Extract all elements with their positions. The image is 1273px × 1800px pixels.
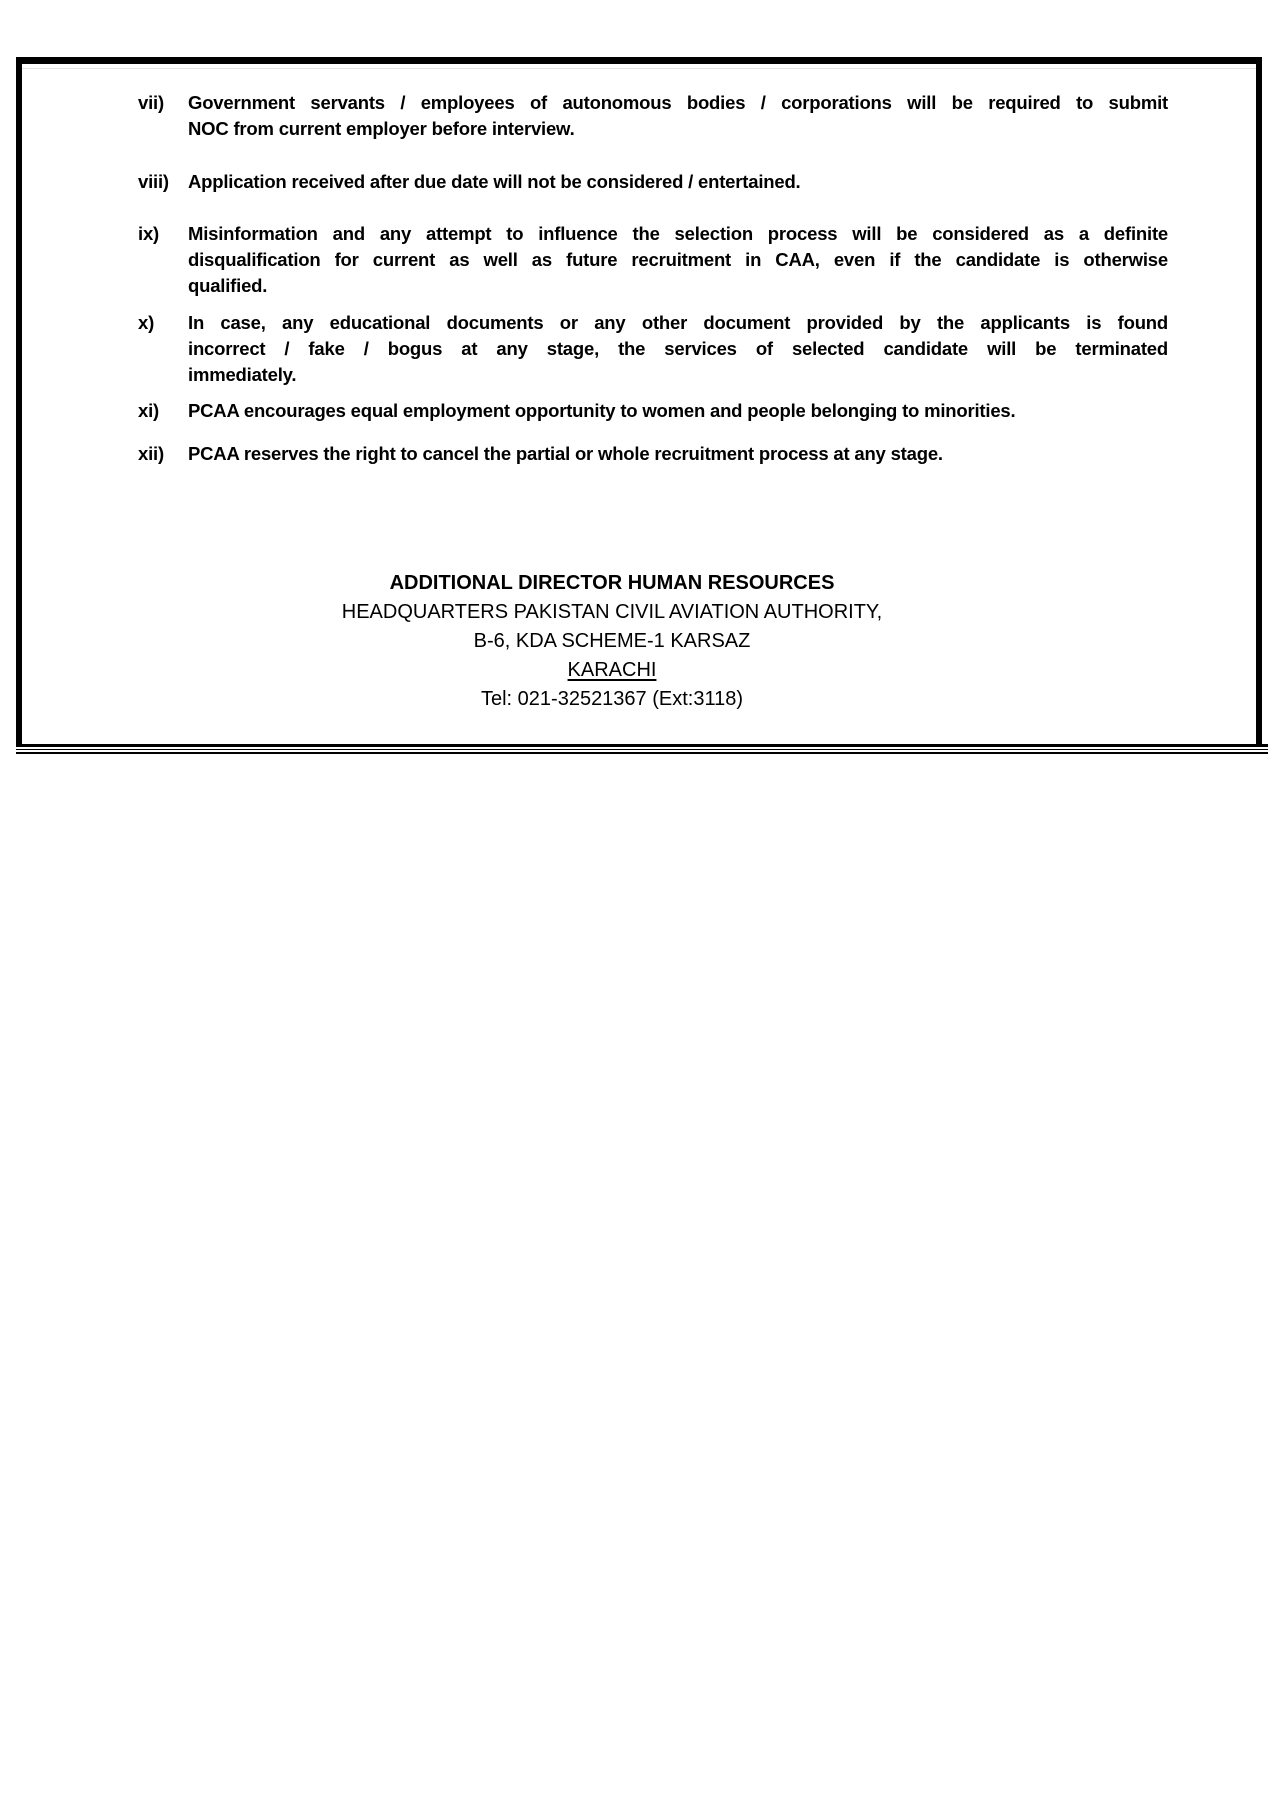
item-text [188,441,1168,467]
item-text-line: incorrect / fake / bogus at any stage, the services of selected candidate will be terminated [188,338,1168,359]
signatory-city: KARACHI [567,659,657,681]
conditions-list [22,64,1256,467]
list-item [138,221,1168,299]
list-item [138,169,1168,195]
signature-block [22,569,1256,714]
item-text [188,310,1168,388]
item-text-line: NOC from current employer before interview. [188,118,575,139]
item-text-line: PCAA encourages equal employment opportunity to women and people belonging to minorities. [188,400,1016,421]
item-number: viii) [138,171,169,192]
list-item [138,90,1168,142]
item-text-line: Government servants / employees of autonomous bodies / corporations will be required to submit [188,92,1168,113]
item-number: x) [138,312,155,333]
item-text [188,398,1168,424]
item-text-line: immediately. [188,364,297,385]
item-number: xi) [138,400,159,421]
item-text-line: PCAA reserves the right to cancel the partial or whole recruitment process at any stage. [188,443,943,464]
double-rule-divider [16,744,1268,754]
signatory-organization: HEADQUARTERS PAKISTAN CIVIL AVIATION AUTHORITY, [341,601,883,623]
list-item [138,398,1168,424]
list-item [138,310,1168,388]
signatory-title: ADDITIONAL DIRECTOR HUMAN RESOURCES [389,572,835,594]
signatory-phone: Tel: 021-32521367 (Ext:3118) [480,688,744,710]
item-number: xii) [138,443,164,464]
item-number: ix) [138,223,159,244]
item-text-line: Application received after due date will not be considered / entertained. [188,171,801,192]
item-text-line: In case, any educational documents or any other document provided by the applicants is found [188,312,1168,333]
item-number: vii) [138,92,164,113]
item-text-line: Misinformation and any attempt to influence the selection process will be considered as a definite [188,223,1168,244]
signatory-address: B-6, KDA SCHEME-1 KARSAZ [473,630,751,652]
item-text [188,169,1168,195]
item-text [188,221,1168,299]
item-text [188,90,1168,142]
item-text-line: qualified. [188,275,268,296]
item-text-line: disqualification for current as well as future recruitment in CAA, even if the candidate is otherwise [188,249,1168,270]
notice-box [16,57,1262,744]
list-item [138,441,1168,467]
